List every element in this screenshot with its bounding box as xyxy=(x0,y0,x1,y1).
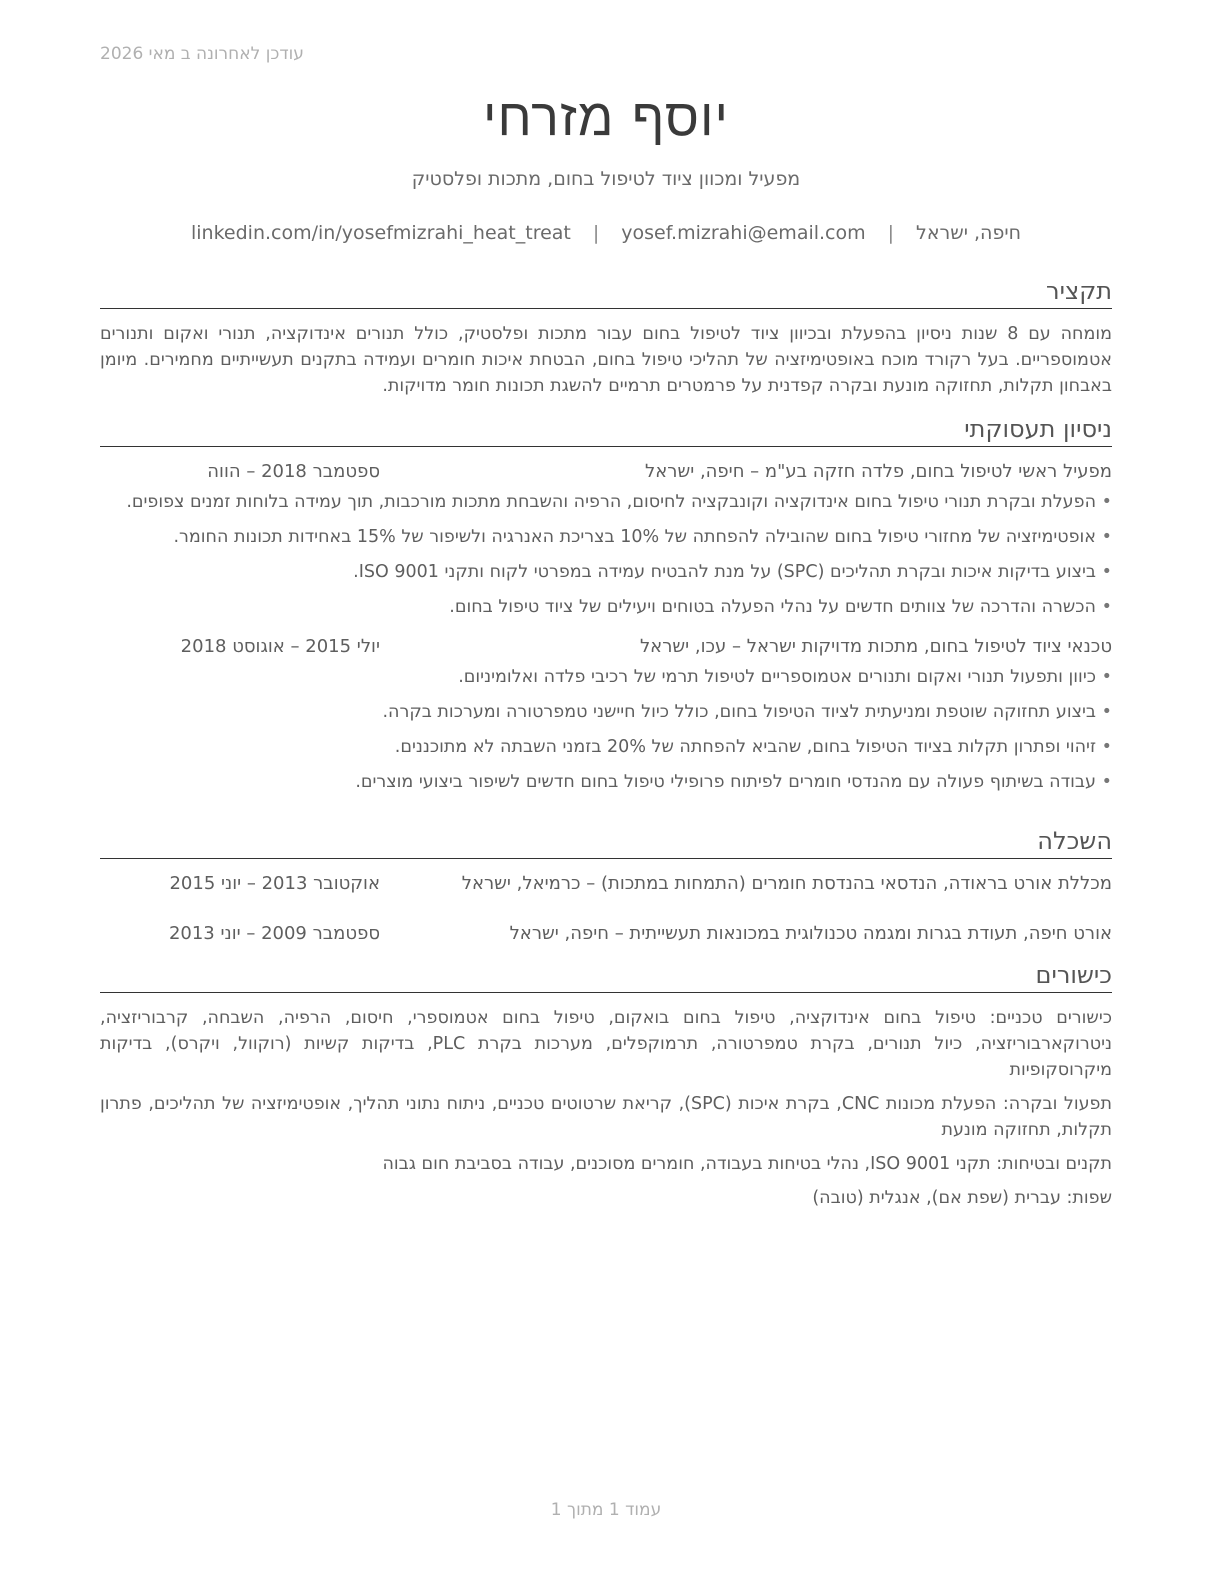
skill-item: תקנים ובטיחות: תקני ISO 9001, נהלי בטיחות בעבודה, חומרים מסוכנים, עבודה בסביבת חום גבוה xyxy=(382,1154,1112,1174)
linkedin-link[interactable]: linkedin.com/in/yosefmizrahi_heat_treat xyxy=(191,222,571,244)
job-bullets xyxy=(100,664,1112,795)
section-heading: השכלה xyxy=(100,826,1112,859)
education-text: אורט חיפה, תעודת בגרות ומגמה טכנולוגית במכונאות תעשייתית – חיפה, ישראל xyxy=(509,923,1112,944)
job-title: טכנאי ציוד לטיפול בחום, מתכות מדויקות ישראל – עכו, ישראל xyxy=(639,636,1112,657)
separator: | xyxy=(887,222,895,244)
job-dates: ספטמבר 2018 – הווה xyxy=(207,461,380,482)
skill-item: שפות: עברית (שפת אם), אנגלית (טובה) xyxy=(812,1188,1112,1208)
list-item: • כיוון ותפעול תנורי ואקום ותנורים אטמוספריים לטיפול תרמי של רכיבי פלדה ואלומיניום. xyxy=(100,664,1112,690)
job-title: מפעיל ראשי לטיפול בחום, פלדה חזקה בע"מ – חיפה, ישראל xyxy=(645,461,1112,482)
list-item: • הפעלת ובקרת תנורי טיפול בחום אינדוקציה וקונבקציה לחיסום, הרפיה והשבחת מתכות מורכבות, תוך עמידה בלוחות זמנים צפופים. xyxy=(100,489,1112,515)
education-dates: אוקטובר 2013 – יוני 2015 xyxy=(169,873,380,894)
skill-item: תפעול ובקרה: הפעלת מכונות CNC, בקרת איכות (SPC), קריאת שרטוטים טכניים, ניתוח נתוני תהליך, אופטימיזציה של תהליכים, פתרון תקלות, תחזוקה מונעת xyxy=(100,1094,1112,1140)
last-updated: עודכן לאחרונה ב מאי 2026 xyxy=(100,44,304,64)
skill-item: כישורים טכניים: טיפול בחום אינדוקציה, טיפול בחום בואקום, טיפול בחום אטמוספרי, חיסום, הרפיה, השבחה, קרבוריזציה, ניטרוקארבוריזציה, כיול תנורים, בקרת טמפרטורה, תרמוקפלים, מערכות בקרת PLC, בדיקות קשיות (רוקוול, ויקרס), בדיקות מיקרוסקופיות xyxy=(100,1008,1112,1080)
summary-section xyxy=(100,276,1112,399)
job-bullets xyxy=(100,489,1112,620)
section-heading: ניסיון תעסוקתי xyxy=(100,414,1112,447)
education-item xyxy=(100,921,1112,947)
list-item: • זיהוי ופתרון תקלות בציוד הטיפול בחום, שהביא להפחתה של 20% בזמני השבתה לא מתוכננים. xyxy=(100,734,1112,760)
job-dates: יולי 2015 – אוגוסט 2018 xyxy=(180,636,380,657)
candidate-name: יוסף מזרחי xyxy=(482,88,730,148)
job-entry xyxy=(100,459,1112,620)
section-heading: כישורים xyxy=(100,960,1112,993)
resume-page xyxy=(100,0,1112,1584)
experience-section xyxy=(100,414,1112,804)
job-header xyxy=(100,634,1112,660)
skills-section xyxy=(100,960,1112,1219)
education-text: מכללת אורט בראודה, הנדסאי בהנדסת חומרים (התמחות במתכות) – כרמיאל, ישראל xyxy=(461,873,1112,894)
job-header xyxy=(100,459,1112,485)
list-item: • הכשרה והדרכה של צוותים חדשים על נהלי הפעלה בטוחים ויעילים של ציוד טיפול בחום. xyxy=(100,594,1112,620)
list-item: • אופטימיזציה של מחזורי טיפול בחום שהובילה להפחתה של 10% בצריכת האנרגיה ולשיפור של 15% באחידות תכונות החומר. xyxy=(100,524,1112,550)
location: חיפה, ישראל xyxy=(916,222,1022,244)
job-entry xyxy=(100,634,1112,795)
page-footer: עמוד 1 מתוך 1 xyxy=(550,1500,662,1520)
separator: | xyxy=(592,222,600,244)
list-item: • ביצוע בדיקות איכות ובקרת תהליכים (SPC) על מנת להבטיח עמידה במפרטי לקוח ותקני ISO 9001. xyxy=(100,559,1112,585)
education-section xyxy=(100,826,1112,947)
education-dates: ספטמבר 2009 – יוני 2013 xyxy=(168,923,380,944)
summary-text: מומחה עם 8 שנות ניסיון בהפעלת ובכיוון ציוד לטיפול בחום עבור מתכות ופלסטיק, כולל תנורים אינדוקציה, תנורי ואקום ותנורים אטמוספריים. בעל רקורד מוכח באופטימיזציה של תהליכי טיפול בחום, הבטחת איכות חומרים ועמידה בתקנים תעשייתיים מחמירים. מיומן באבחון תקלות, תחזוקה מונעת ובקרה קפדנית על פרמטרים תרמיים להשגת תכונות חומר מדויקות. xyxy=(100,324,1112,396)
section-heading: תקציר xyxy=(100,276,1112,309)
email[interactable]: yosef.mizrahi@email.com xyxy=(621,222,866,244)
education-item xyxy=(100,871,1112,897)
contact-line xyxy=(100,222,1112,244)
candidate-title: מפעיל ומכוון ציוד לטיפול בחום, מתכות ופלסטיק xyxy=(411,168,801,190)
list-item: • עבודה בשיתוף פעולה עם מהנדסי חומרים לפיתוח פרופילי טיפול בחום חדשים לשיפור ביצועי מוצרים. xyxy=(100,769,1112,795)
list-item: • ביצוע תחזוקה שוטפת ומניעתית לציוד הטיפול בחום, כולל כיול חיישני טמפרטורה ומערכות בקרה. xyxy=(100,699,1112,725)
